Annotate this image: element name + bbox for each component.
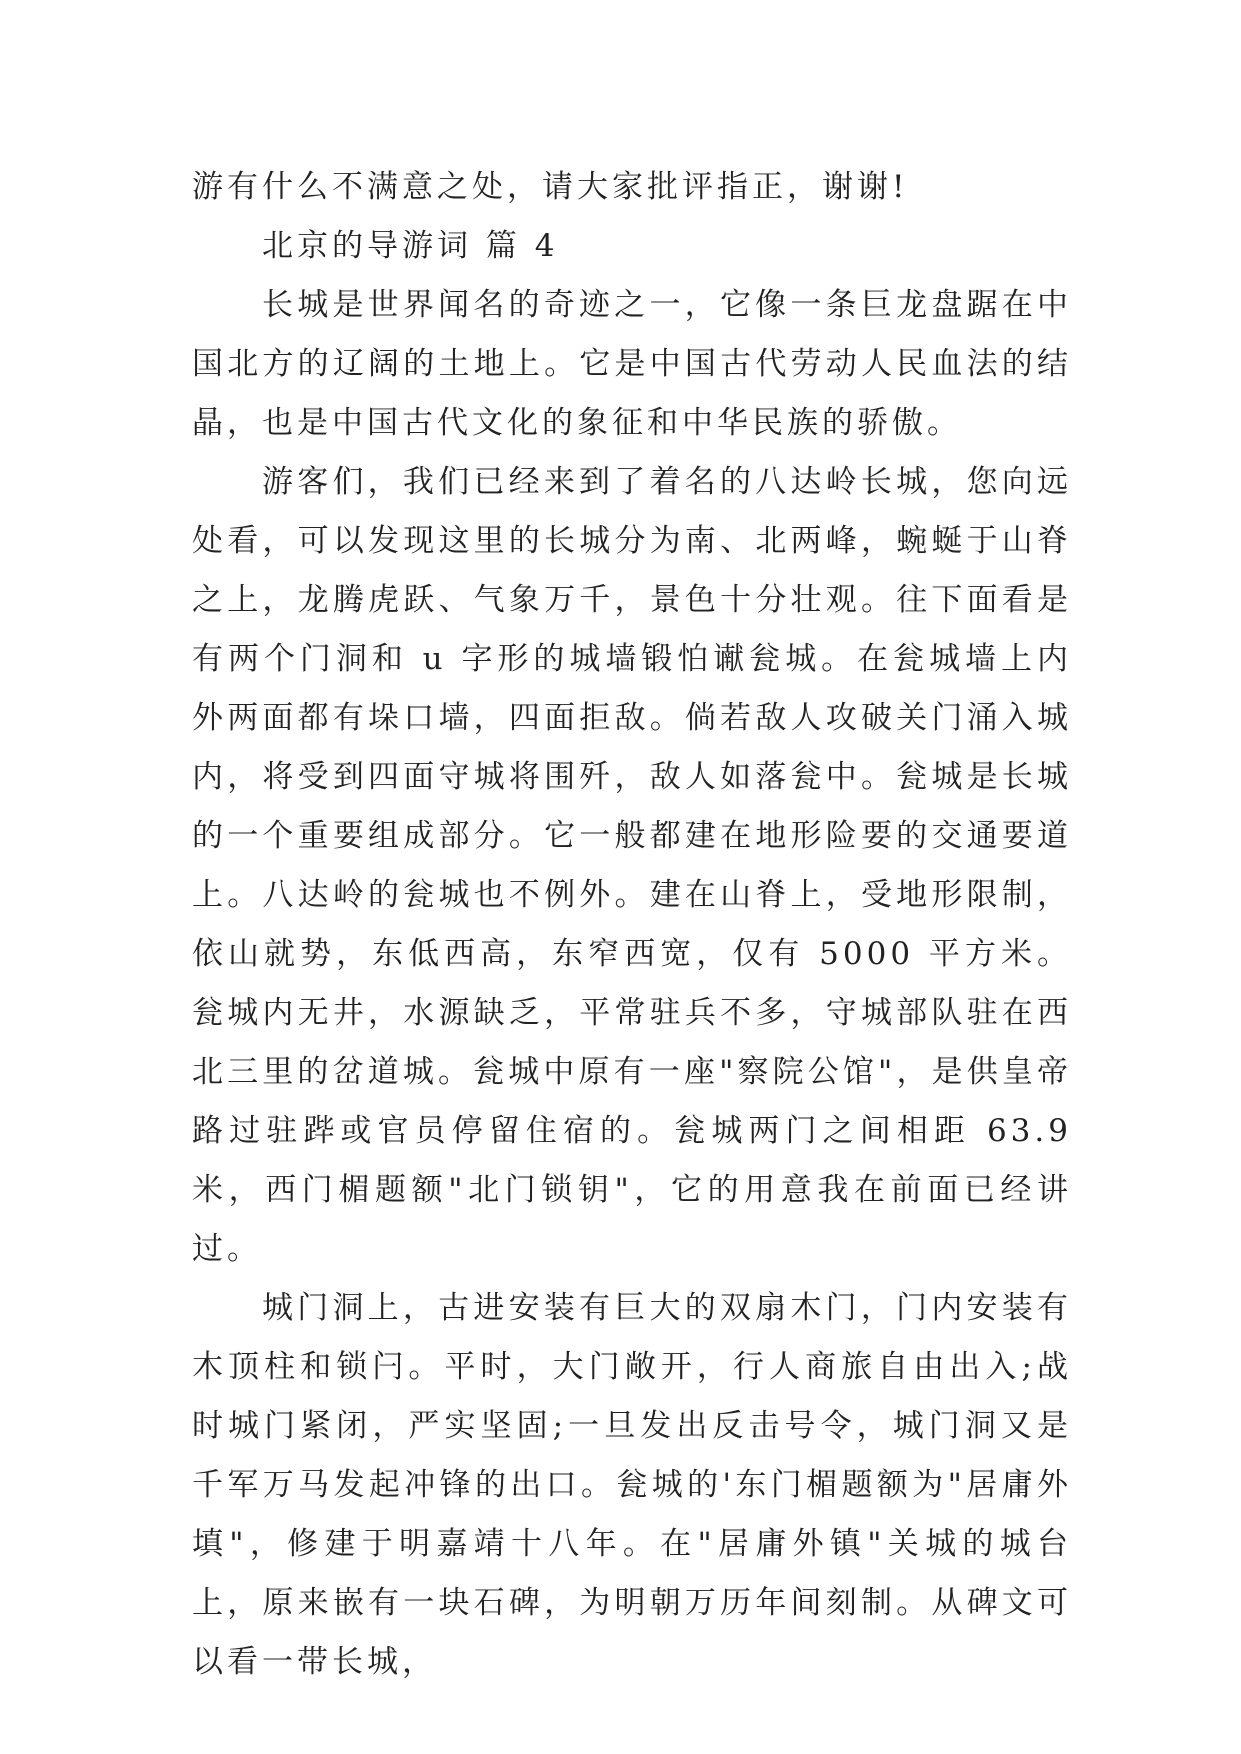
paragraph-intro: 长城是世界闻名的奇迹之一，它像一条巨龙盘踞在中国北方的辽阔的土地上。它是中国古代劳动人民血法的结晶，也是中国古代文化的象征和中华民族的骄傲。 [192, 287, 1072, 441]
paragraph-badaling: 游客们，我们已经来到了着名的八达岭长城，您向远处看，可以发现这里的长城分为南、北两峰，蜿蜒于山脊之上，龙腾虎跃、气象万千，景色十分壮观。往下面看是有两个门洞和 u 字形的城墙锻怕谳瓮城。在瓮城墙上内外两面都有垛口墙，四面拒敌。倘若敌人攻破关门涌入城内，将受到四面守城将围歼，敌人如落瓮中。瓮城是长城的一个重要组成部分。它一般都建在地形险要的交通要道上。八达岭的瓮城也不例外。建在山脊上，受地形限制，依山就势，东低西高，东窄西宽，仅有 5000 平方米。瓮城内无井，水源缺乏，平常驻兵不多，守城部队驻在西北三里的岔道城。瓮城中原有一座"察院公馆"，是供皇帝路过驻跸或官员停留住宿的。瓮城两门之间相距 63.9 米，西门楣题额"北门锁钥"，它的用意我在前面已经讲过。 [192, 464, 1072, 1267]
paragraph-closing-line: 游有什么不满意之处，请大家批评指正，谢谢! [192, 169, 909, 205]
paragraph-city-gate: 城门洞上，古进安装有巨大的双扇木门，门内安装有木顶柱和锁闩。平时，大门敞开，行人商旅自由出入;战时城门紧闭，严实坚固;一旦发出反击号令，城门洞又是千军万马发起冲锋的出口。瓮城的'东门楣题额为"居庸外填"，修建于明嘉靖十八年。在"居庸外镇"关城的城台上，原来嵌有一块石碑，为明朝万历年间刻制。从碑文可以看一带长城， [192, 1290, 1072, 1680]
document-body [192, 158, 1072, 1692]
section-heading: 北京的导游词 篇 4 [262, 228, 559, 264]
